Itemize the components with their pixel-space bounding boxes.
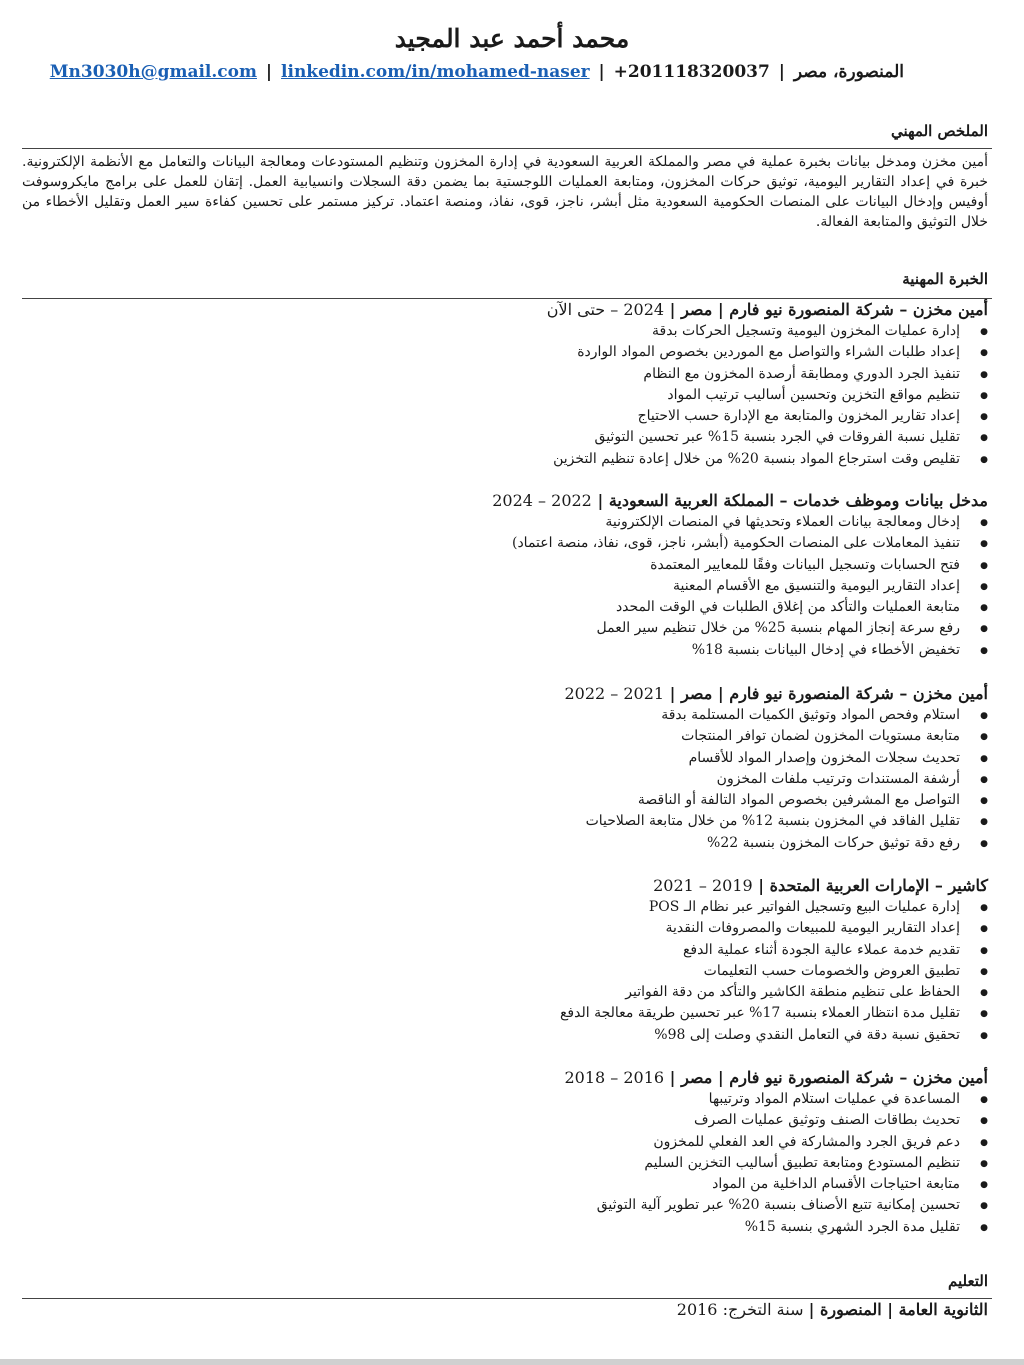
list-item: ● تنظيم مواقع التخزين وتحسين أساليب ترتيب المواد [22, 385, 960, 406]
list-item: ● دعم فريق الجرد والمشاركة في العد الفعلي للمخزون [22, 1132, 960, 1153]
list-item: ● تطبيق العروض والخصومات حسب التعليمات [22, 961, 960, 982]
summary-title: الملخص المهني [890, 122, 988, 140]
phone-number: +201118320037 [613, 62, 770, 82]
job-entry [22, 875, 988, 1046]
list-item: ● تقليل الفاقد في المخزون بنسبة 12% من خلال متابعة الصلاحيات [22, 811, 960, 832]
job-heading [22, 1067, 988, 1089]
job-bullets [22, 897, 988, 1046]
separator: | [598, 62, 605, 82]
page-bottom-edge [0, 1359, 1024, 1365]
list-item: ● تنفيذ الجرد الدوري ومطابقة أرصدة المخزون مع النظام [22, 364, 960, 385]
list-item: ● تقديم خدمة عملاء عالية الجودة أثناء عملية الدفع [22, 940, 960, 961]
job-dates: 2024 – حتى الآن [546, 300, 665, 319]
list-item: ● تحديث سجلات المخزون وإصدار المواد للأقسام [22, 748, 960, 769]
list-item: ● تحسين إمكانية تتبع الأصناف بنسبة 20% عبر تطوير آلية التوثيق [22, 1195, 960, 1216]
list-item: ● تقليل مدة انتظار العملاء بنسبة 17% عبر تحسين طريقة معالجة الدفع [22, 1003, 960, 1024]
location: المنصورة، مصر [793, 62, 904, 82]
list-item: ● إعداد التقارير اليومية للمبيعات والمصروفات النقدية [22, 918, 960, 939]
job-heading [22, 299, 988, 321]
experience-title: الخبرة المهنية [902, 270, 988, 288]
list-item: ● استلام وفحص المواد وتوثيق الكميات المستلمة بدقة [22, 705, 960, 726]
list-item: ● إعداد طلبات الشراء والتواصل مع الموردين بخصوص المواد الواردة [22, 342, 960, 363]
separator: | [265, 62, 273, 82]
list-item: ● تنظيم المستودع ومتابعة تطبيق أساليب التخزين السليم [22, 1153, 960, 1174]
list-item: ● متابعة العمليات والتأكد من إغلاق الطلبات في الوقت المحدد [22, 597, 960, 618]
candidate-name: محمد أحمد عبد المجيد [394, 24, 630, 53]
list-item: ● تحقيق نسبة دقة في التعامل النقدي وصلت إلى 98% [22, 1025, 960, 1046]
job-entry [22, 299, 988, 470]
list-item: ● تقليل نسبة الفروقات في الجرد بنسبة 15% عبر تحسين التوثيق [22, 427, 960, 448]
education-entry [677, 1300, 988, 1319]
job-bullets [22, 512, 988, 661]
job-title-company: مدخل بيانات وموظف خدمات – المملكة العربية السعودية | [597, 491, 988, 510]
list-item: ● إعداد تقارير المخزون والمتابعة مع الإدارة حسب الاحتياج [22, 406, 960, 427]
education-school: الثانوية العامة | المنصورة | [808, 1300, 988, 1319]
list-item: ● المساعدة في عمليات استلام المواد وترتيبها [22, 1089, 960, 1110]
list-item: ● متابعة مستويات المخزون لضمان توافر المنتجات [22, 726, 960, 747]
list-item: ● إعداد التقارير اليومية والتنسيق مع الأقسام المعنية [22, 576, 960, 597]
separator: | [778, 62, 785, 82]
list-item: ● فتح الحسابات وتسجيل البيانات وفقًا للمعايير المعتمدة [22, 555, 960, 576]
list-item: ● الحفاظ على تنظيم منطقة الكاشير والتأكد من دقة الفواتير [22, 982, 960, 1003]
list-item: ● أرشفة المستندات وترتيب ملفات المخزون [22, 769, 960, 790]
list-item: ● متابعة احتياجات الأقسام الداخلية من المواد [22, 1174, 960, 1195]
job-bullets [22, 705, 988, 854]
contact-line [49, 62, 904, 82]
list-item: ● تقليل مدة الجرد الشهري بنسبة 15% [22, 1217, 960, 1238]
section-divider [22, 1298, 992, 1299]
job-entry [22, 683, 988, 854]
list-item: ● رفع دقة توثيق حركات المخزون بنسبة 22% [22, 833, 960, 854]
list-item: ● تنفيذ المعاملات على المنصات الحكومية (أبشر، ناجز، قوى، نفاذ، منصة اعتماد) [22, 533, 960, 554]
summary-text: أمين مخزن ومدخل بيانات بخبرة عملية في مصر والمملكة العربية السعودية في إدارة المخزون وتنظيم المستودعات ومعالجة البيانات والتعامل مع الأنظمة الإلكترونية. خبرة في إعداد التقارير اليومية، توثيق حركات المخزون، ومتابعة العمليات اللوجستية بما يضمن دقة السجلات وانسيابية العمل. إتقان للعمل على برامج مايكروسوفت أوفيس وإدخال البيانات على المنصات الحكومية السعودية مثل أبشر، ناجز، قوى، نفاذ، ومنصة اعتماد. تركيز مستمر على تحسين كفاءة سير العمل وتقليل الأخطاء من خلال التوثيق والمتابعة الفعالة. [22, 154, 989, 230]
education-title: التعليم [948, 1272, 988, 1290]
job-dates: 2016 – 2018 [564, 1068, 665, 1087]
list-item: ● رفع سرعة إنجاز المهام بنسبة 25% من خلال تنظيم سير العمل [22, 618, 960, 639]
job-title-company: أمين مخزن – شركة المنصورة نيو فارم | مصر | [669, 684, 988, 703]
list-item: ● التواصل مع المشرفين بخصوص المواد التالفة أو الناقصة [22, 790, 960, 811]
email-link[interactable]: Mn3030h@gmail.com [49, 62, 257, 82]
job-dates: 2021 – 2022 [564, 684, 665, 703]
job-dates: 2022 – 2024 [492, 491, 592, 510]
job-title-company: أمين مخزن – شركة المنصورة نيو فارم | مصر | [669, 1068, 988, 1087]
list-item: ● تحديث بطاقات الصنف وتوثيق عمليات الصرف [22, 1110, 960, 1131]
job-heading [22, 683, 988, 705]
job-title-company: كاشير – الإمارات العربية المتحدة | [758, 876, 988, 895]
job-bullets [22, 1089, 988, 1238]
list-item: ● إدارة عمليات البيع وتسجيل الفواتير عبر نظام الـ POS [22, 897, 960, 918]
job-entry [22, 1067, 988, 1238]
linkedin-link[interactable]: linkedin.com/in/mohamed-naser [281, 62, 590, 82]
job-dates: 2019 – 2021 [653, 876, 753, 895]
job-entry [22, 490, 988, 661]
list-item: ● تخفيض الأخطاء في إدخال البيانات بنسبة 18% [22, 640, 960, 661]
list-item: ● إدارة عمليات المخزون اليومية وتسجيل الحركات بدقة [22, 321, 960, 342]
education-year: سنة التخرج: 2016 [676, 1300, 804, 1319]
list-item: ● تقليص وقت استرجاع المواد بنسبة 20% من خلال إعادة تنظيم التخزين [22, 449, 960, 470]
section-divider [22, 148, 992, 149]
job-title-company: أمين مخزن – شركة المنصورة نيو فارم | مصر | [669, 300, 988, 319]
job-heading [22, 875, 988, 897]
list-item: ● إدخال ومعالجة بيانات العملاء وتحديثها في المنصات الإلكترونية [22, 512, 960, 533]
job-heading [22, 490, 988, 512]
job-bullets [22, 321, 988, 470]
